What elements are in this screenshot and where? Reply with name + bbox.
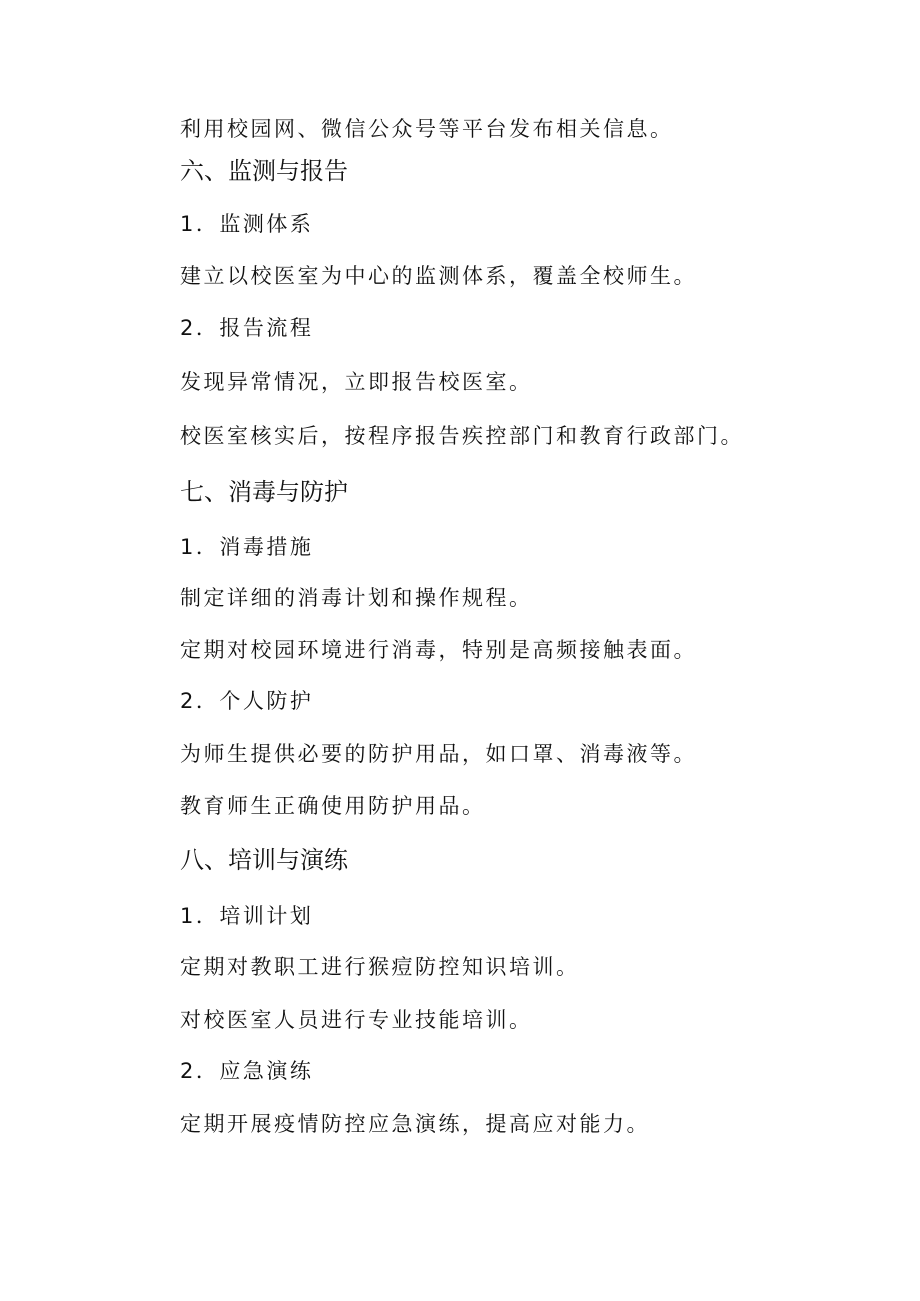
section-heading-disinfection: 七、消毒与防护 xyxy=(180,478,348,506)
section-heading-training: 八、培训与演练 xyxy=(180,846,348,874)
section-heading-monitoring: 六、监测与报告 xyxy=(180,157,348,185)
paragraph-training-clinic: 对校医室人员进行专业技能培训。 xyxy=(180,1008,533,1032)
paragraph-monitoring-system: 建立以校医室为中心的监测体系，覆盖全校师生。 xyxy=(180,264,697,288)
subheading-training-plan: 1．培训计划 xyxy=(180,904,314,928)
subheading-emergency-drill: 2．应急演练 xyxy=(180,1059,314,1083)
paragraph-protection-supplies: 为师生提供必要的防护用品，如口罩、消毒液等。 xyxy=(180,742,697,766)
paragraph-publish-info: 利用校园网、微信公众号等平台发布相关信息。 xyxy=(180,117,674,141)
subheading-report-process: 2．报告流程 xyxy=(180,316,314,340)
paragraph-emergency-drill: 定期开展疫情防控应急演练，提高应对能力。 xyxy=(180,1112,650,1136)
paragraph-report-procedure: 校医室核实后，按程序报告疾控部门和教育行政部门。 xyxy=(180,424,744,448)
subheading-personal-protection: 2．个人防护 xyxy=(180,689,314,713)
paragraph-disinfection-plan: 制定详细的消毒计划和操作规程。 xyxy=(180,586,533,610)
paragraph-report-abnormal: 发现异常情况，立即报告校医室。 xyxy=(180,370,533,394)
paragraph-protection-education: 教育师生正确使用防护用品。 xyxy=(180,794,486,818)
subheading-disinfection-measures: 1．消毒措施 xyxy=(180,535,314,559)
paragraph-disinfection-campus: 定期对校园环境进行消毒，特别是高频接触表面。 xyxy=(180,638,697,662)
paragraph-training-staff: 定期对教职工进行猴痘防控知识培训。 xyxy=(180,955,580,979)
subheading-monitoring-system: 1．监测体系 xyxy=(180,212,314,236)
